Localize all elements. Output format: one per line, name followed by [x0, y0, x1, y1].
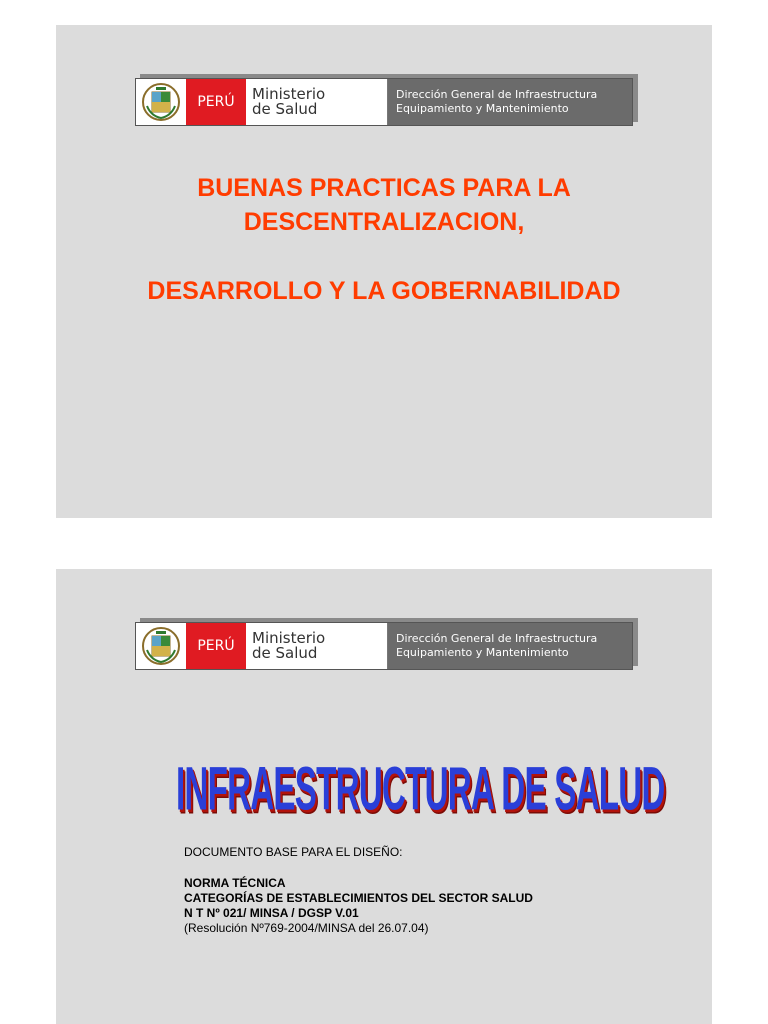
peru-label: PERÚ — [186, 623, 246, 669]
ministry-line-1: Ministerio — [252, 85, 326, 103]
ministry-name — [246, 623, 388, 669]
infraestructura-title: INFRAESTRUCTURA DE SALUD — [176, 754, 665, 823]
ministry-line-2: de Salud — [252, 100, 318, 118]
banner-box — [135, 78, 633, 126]
dept-line-2: Equipamiento y Mantenimiento — [396, 102, 569, 115]
peru-coat-of-arms-icon — [136, 79, 186, 125]
document-base-label: DOCUMENTO BASE PARA EL DISEÑO: — [184, 845, 403, 859]
nt-code-label: N T Nº 021/ MINSA / DGSP V.01 — [184, 906, 359, 920]
peru-coat-of-arms-icon — [136, 623, 186, 669]
slide1-title-line-3: DESARROLLO Y LA GOBERNABILIDAD — [147, 277, 621, 305]
categorias-label: CATEGORÍAS DE ESTABLECIMIENTOS DEL SECTOR SALUD — [184, 891, 533, 905]
banner-box — [135, 622, 633, 670]
dept-line-2: Equipamiento y Mantenimiento — [396, 646, 569, 659]
department-name — [388, 79, 632, 125]
ministry-line-2: de Salud — [252, 644, 318, 662]
ministry-banner — [135, 78, 633, 126]
slide-2 — [56, 569, 712, 1024]
ministry-line-1: Ministerio — [252, 629, 326, 647]
dept-line-1: Dirección General de Infraestructura — [396, 88, 598, 101]
peru-label: PERÚ — [186, 79, 246, 125]
department-name — [388, 623, 632, 669]
slide1-title-line-1: BUENAS PRACTICAS PARA LA — [197, 174, 571, 202]
norma-tecnica-label: NORMA TÉCNICA — [184, 876, 286, 890]
resolucion-label: (Resolución Nº769-2004/MINSA del 26.07.04) — [184, 921, 429, 935]
slide-1 — [56, 25, 712, 518]
ministry-banner — [135, 622, 633, 670]
dept-line-1: Dirección General de Infraestructura — [396, 632, 598, 645]
slide1-title-line-2: DESCENTRALIZACION, — [243, 208, 525, 236]
ministry-name — [246, 79, 388, 125]
